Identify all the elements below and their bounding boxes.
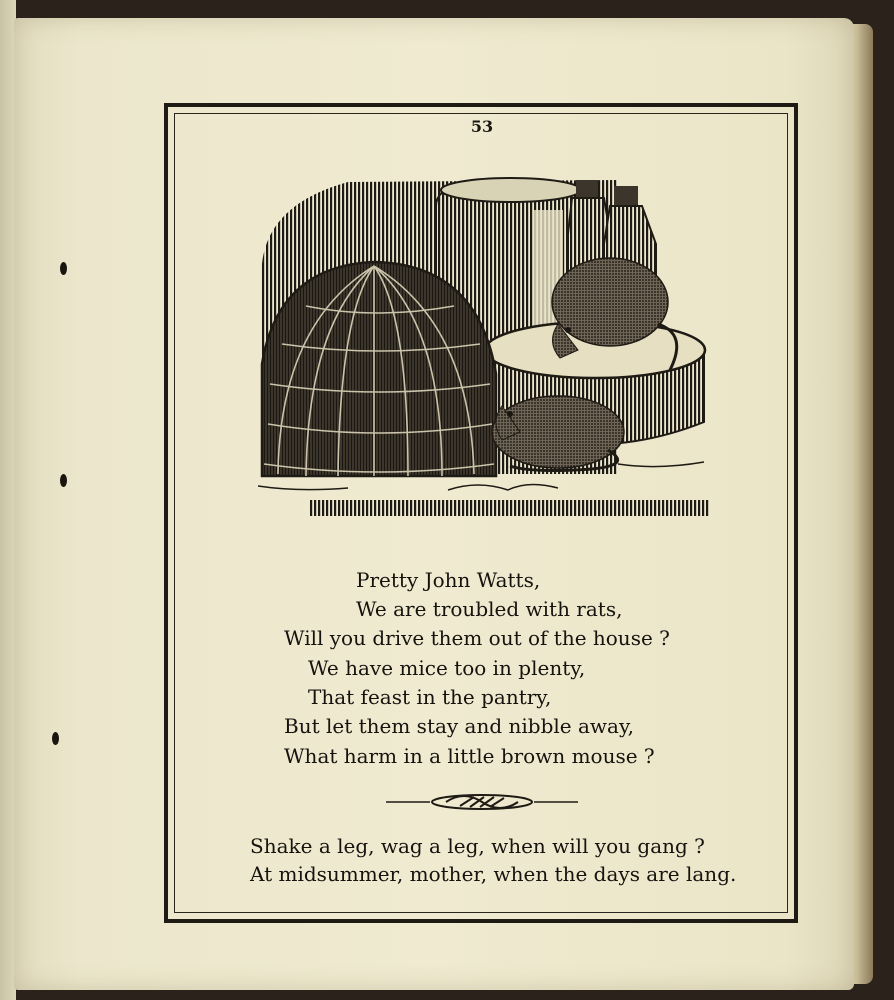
binding-hole: [60, 474, 67, 487]
ground-line-hatching: [310, 500, 710, 516]
binding-hole: [52, 732, 59, 745]
page-number: 53: [470, 117, 494, 136]
poem-line: What harm in a little brown mouse ?: [284, 744, 655, 768]
poem-line: We have mice too in plenty,: [308, 656, 586, 680]
wire-trap: [262, 262, 496, 476]
poem-line: Pretty John Watts,: [356, 568, 541, 592]
binding-hole: [60, 262, 67, 275]
poem-line: Will you drive them out of the house ?: [284, 626, 670, 650]
couplet-line: At midsummer, mother, when the days are lang.: [250, 862, 737, 886]
poem-line: That feast in the pantry,: [308, 685, 552, 709]
couplet-line: Shake a leg, wag a leg, when will you gang ?: [250, 834, 705, 858]
decorative-divider: [386, 792, 578, 812]
poem-line: But let them stay and nibble away,: [284, 714, 634, 738]
poem-line: We are troubled with rats,: [356, 597, 623, 621]
woodcut-illustration: [258, 174, 710, 522]
